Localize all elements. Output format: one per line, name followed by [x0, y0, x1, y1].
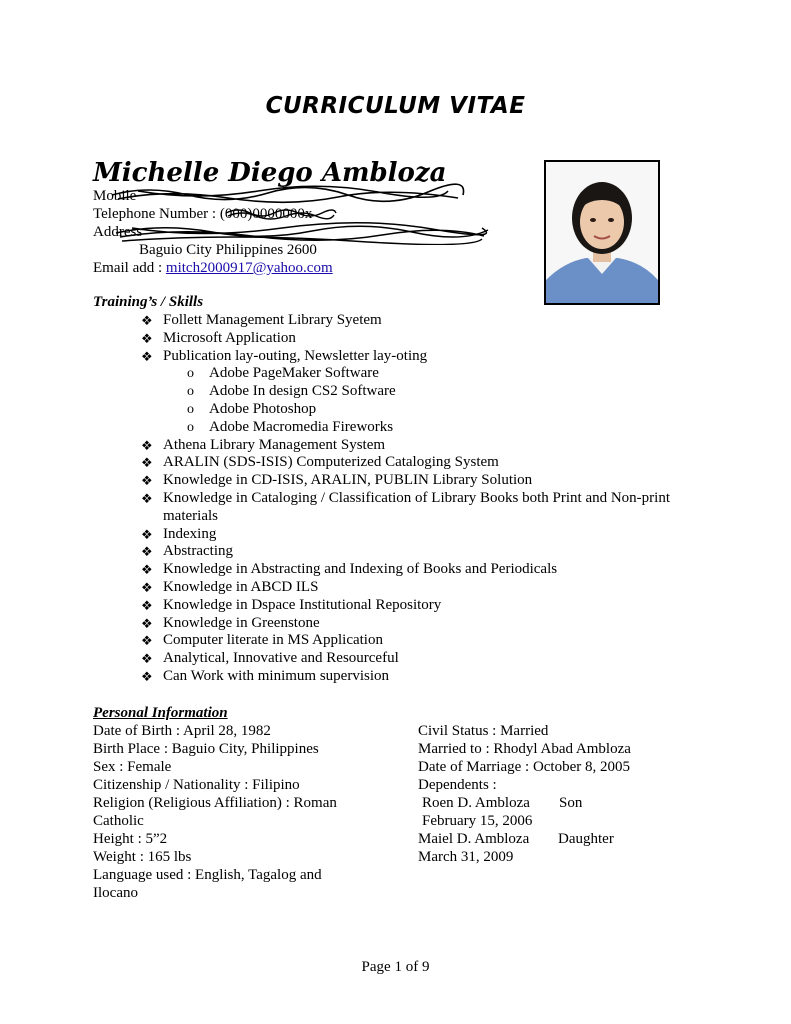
weight: Weight : 165 lbs	[93, 849, 192, 865]
skill-item	[0, 632, 791, 650]
circle-bullet-icon: o	[187, 401, 194, 417]
diamond-bullet-icon: ❖	[141, 562, 153, 578]
religion: Religion (Religious Affiliation) : Roman	[93, 795, 337, 811]
diamond-bullet-icon: ❖	[141, 473, 153, 489]
personal-info-right	[418, 722, 718, 866]
skill-item	[0, 508, 791, 526]
dependent-2-relation: Daughter	[558, 831, 614, 847]
skill-item	[0, 597, 791, 615]
dependent-2-row	[418, 830, 718, 848]
sex: Sex : Female	[93, 759, 172, 775]
skill-item	[0, 419, 791, 437]
diamond-bullet-icon: ❖	[141, 668, 153, 684]
height: Height : 5”2	[93, 831, 168, 847]
skill-text: Knowledge in Abstracting and Indexing of Books and Periodicals	[163, 561, 558, 578]
skill-text: Adobe Photoshop	[209, 400, 317, 417]
email-link[interactable]: mitch2000917@yahoo.com	[165, 260, 333, 276]
redaction-scribble-mobile	[108, 183, 468, 205]
diamond-bullet-icon: ❖	[141, 597, 153, 613]
skill-text: Adobe Macromedia Fireworks	[209, 418, 394, 435]
diamond-bullet-icon: ❖	[141, 348, 153, 364]
dependent-1-birth: February 15, 2006	[422, 813, 533, 829]
telephone-line: Telephone Number : (000)0000000x	[93, 206, 313, 222]
birth-place: Birth Place : Baguio City, Philippines	[93, 741, 319, 757]
diamond-bullet-icon: ❖	[141, 651, 153, 667]
skill-text: Athena Library Management System	[163, 436, 386, 453]
married-to: Married to : Rhodyl Abad Ambloza	[418, 741, 631, 757]
skill-text: Knowledge in ABCD ILS	[163, 578, 319, 595]
skill-text: Abstracting	[163, 543, 233, 560]
diamond-bullet-icon: ❖	[141, 437, 153, 453]
dependent-2-birth: March 31, 2009	[418, 849, 514, 865]
page-footer: Page 1 of 9	[361, 959, 430, 975]
skill-item	[0, 330, 791, 348]
skill-text: Knowledge in Dspace Institutional Repository	[163, 596, 442, 613]
skill-item	[0, 472, 791, 490]
diamond-bullet-icon: ❖	[141, 615, 153, 631]
skill-item	[0, 383, 791, 401]
skill-item	[0, 454, 791, 472]
skill-text: materials	[163, 507, 218, 524]
cv-title: CURRICULUM VITAE	[265, 93, 526, 119]
civil-status: Civil Status : Married	[418, 723, 549, 739]
skill-text: Analytical, Innovative and Resourceful	[163, 650, 399, 667]
skill-item	[0, 437, 791, 455]
diamond-bullet-icon: ❖	[141, 579, 153, 595]
skills-heading: Training’s / Skills	[93, 294, 204, 310]
diamond-bullet-icon: ❖	[141, 490, 153, 506]
address-label: Address	[93, 224, 143, 240]
skill-item	[0, 579, 791, 597]
date-of-marriage: Date of Marriage : October 8, 2005	[418, 759, 631, 775]
language-used: Language used : English, Tagalog and	[93, 867, 322, 883]
skill-text: Knowledge in Cataloging / Classification of Library Books both Print and Non-print	[163, 489, 671, 506]
skill-text: ARALIN (SDS-ISIS) Computerized Cataloging System	[163, 454, 499, 471]
dependent-1-name: Roen D. Ambloza	[422, 795, 530, 811]
dependents-label: Dependents :	[418, 777, 497, 793]
skill-text: Knowledge in Greenstone	[163, 614, 320, 631]
skill-item	[0, 526, 791, 544]
diamond-bullet-icon: ❖	[141, 633, 153, 649]
skill-text: Indexing	[163, 525, 217, 542]
mobile-label: Mobile	[93, 188, 137, 204]
dependent-1-row	[418, 794, 718, 812]
circle-bullet-icon: o	[187, 419, 194, 435]
diamond-bullet-icon: ❖	[141, 526, 153, 542]
skill-text: Adobe In design CS2 Software	[209, 383, 396, 400]
citizenship: Citizenship / Nationality : Filipino	[93, 777, 300, 793]
circle-bullet-icon: o	[187, 384, 194, 400]
skill-item	[0, 615, 791, 633]
dependent-2-name: Maiel D. Ambloza	[418, 831, 530, 847]
skill-item	[0, 401, 791, 419]
diamond-bullet-icon: ❖	[141, 455, 153, 471]
skill-text: Can Work with minimum supervision	[163, 667, 390, 684]
diamond-bullet-icon: ❖	[141, 330, 153, 346]
diamond-bullet-icon: ❖	[141, 313, 153, 328]
date-of-birth: Date of Birth : April 28, 1982	[93, 723, 271, 739]
skill-text: Publication lay-outing, Newsletter lay-oting	[163, 347, 428, 364]
skill-item	[0, 490, 791, 508]
religion-continued: Catholic	[93, 813, 144, 829]
diamond-bullet-icon: ❖	[141, 544, 153, 560]
skill-item	[0, 365, 791, 383]
skill-item	[0, 650, 791, 668]
applicant-name: Michelle Diego Ambloza	[93, 158, 447, 188]
personal-info-left	[93, 722, 393, 902]
skill-text: Microsoft Application	[163, 329, 296, 346]
personal-info-heading: Personal Information	[93, 705, 228, 721]
email-label: Email add :	[93, 260, 166, 276]
skill-text: Adobe PageMaker Software	[209, 365, 379, 382]
skill-item	[0, 543, 791, 561]
skill-item	[0, 312, 791, 330]
skill-text: Computer literate in MS Application	[163, 632, 383, 649]
language-used-continued: Ilocano	[93, 885, 138, 901]
skill-item	[0, 668, 791, 686]
skill-text: Follett Management Library Syetem	[163, 312, 382, 328]
circle-bullet-icon: o	[187, 366, 194, 382]
address-line-2: Baguio City Philippines 2600	[139, 242, 317, 258]
profile-photo-image	[546, 162, 658, 303]
skill-text: Knowledge in CD-ISIS, ARALIN, PUBLIN Library Solution	[163, 472, 533, 489]
skill-item	[0, 561, 791, 579]
skill-item	[0, 348, 791, 366]
profile-photo	[544, 160, 660, 305]
email-line	[93, 259, 333, 277]
skills-list	[0, 312, 791, 686]
dependent-1-relation: Son	[559, 795, 583, 811]
